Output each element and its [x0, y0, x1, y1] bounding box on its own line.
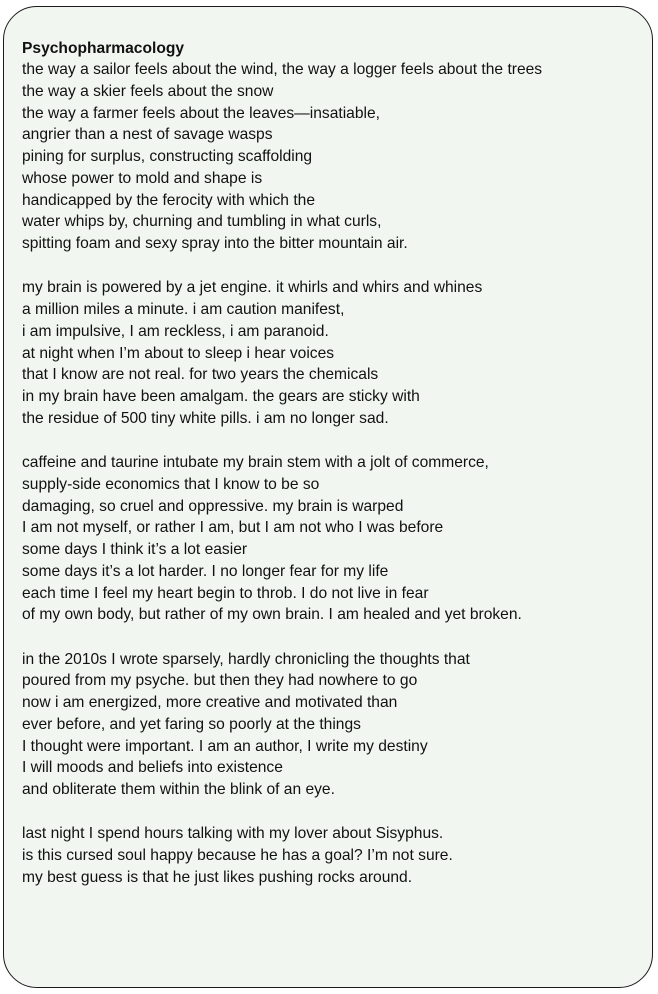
- poem-line: water whips by, churning and tumbling in what curls,: [22, 213, 382, 231]
- poem-line: my brain is powered by a jet engine. it whirls and whirs and whines: [22, 279, 483, 297]
- poem-line: is this cursed soul happy because he has a goal? I’m not sure.: [22, 847, 453, 864]
- poem-line: I thought were important. I am an author, I write my destiny: [22, 737, 428, 755]
- poem-line: poured from my psyche. but then they had nowhere to go: [22, 672, 418, 690]
- poem-line: at night when I’m about to sleep i hear voices: [22, 344, 335, 362]
- poem-line: last night I spend hours talking with my lover about Sisyphus.: [22, 825, 444, 843]
- poem-line: in the 2010s I wrote sparsely, hardly chronicling the thoughts that: [22, 650, 470, 668]
- stanza-gap: [22, 801, 647, 824]
- poem-line: the way a farmer feels about the leaves—insatiable,: [22, 104, 380, 122]
- poem-line: a million miles a minute. i am caution manifest,: [22, 301, 345, 318]
- poem-line: now i am energized, more creative and motivated than: [22, 694, 398, 711]
- stanza-3: [22, 452, 647, 626]
- poem-line: I will moods and beliefs into existence: [22, 759, 283, 777]
- poem-line: i am impulsive, I am reckless, i am paranoid.: [22, 322, 329, 340]
- poem-line: pining for surplus, constructing scaffolding: [22, 148, 313, 165]
- poem-line: I am not myself, or rather I am, but I am not who I was before: [22, 519, 444, 537]
- poem-line: the way a skier feels about the snow: [22, 82, 274, 100]
- stanza-gap: [22, 626, 647, 649]
- poem-title: Psychopharmacology: [22, 40, 185, 57]
- poem: [22, 38, 647, 889]
- stanza-gap: [22, 255, 647, 278]
- stanza-gap: [22, 430, 647, 453]
- poem-line: the way a sailor feels about the wind, the way a logger feels about the trees: [22, 61, 543, 78]
- poem-line: ever before, and yet faring so poorly at the things: [22, 715, 361, 733]
- stanza-2: [22, 277, 647, 429]
- poem-line: the residue of 500 tiny white pills. i am no longer sad.: [22, 409, 389, 427]
- poem-line: whose power to mold and shape is: [22, 169, 263, 187]
- stanza-4: [22, 649, 647, 801]
- poem-line: of my own body, but rather of my own brain. I am healed and yet broken.: [22, 606, 522, 624]
- stanza-5: [22, 823, 647, 888]
- poem-line: spitting foam and sexy spray into the bitter mountain air.: [22, 235, 408, 252]
- poem-line: my best guess is that he just likes pushing rocks around.: [22, 868, 413, 886]
- poem-line: angrier than a nest of savage wasps: [22, 126, 273, 144]
- poem-line: handicapped by the ferocity with which the: [22, 191, 315, 209]
- poem-line: each time I feel my heart begin to throb. I do not live in fear: [22, 584, 429, 602]
- poem-line: in my brain have been amalgam. the gears are sticky with: [22, 388, 420, 405]
- poem-line: supply-side economics that I know to be so: [22, 475, 320, 493]
- poem-line: some days I think it’s a lot easier: [22, 541, 248, 558]
- poem-line: damaging, so cruel and oppressive. my brain is warped: [22, 497, 404, 515]
- stanza-1: [22, 59, 647, 255]
- poem-line: some days it’s a lot harder. I no longer fear for my life: [22, 562, 389, 580]
- poem-line: caffeine and taurine intubate my brain stem with a jolt of commerce,: [22, 454, 489, 471]
- poem-line: that I know are not real. for two years the chemicals: [22, 366, 379, 384]
- poem-line: and obliterate them within the blink of an eye.: [22, 781, 335, 798]
